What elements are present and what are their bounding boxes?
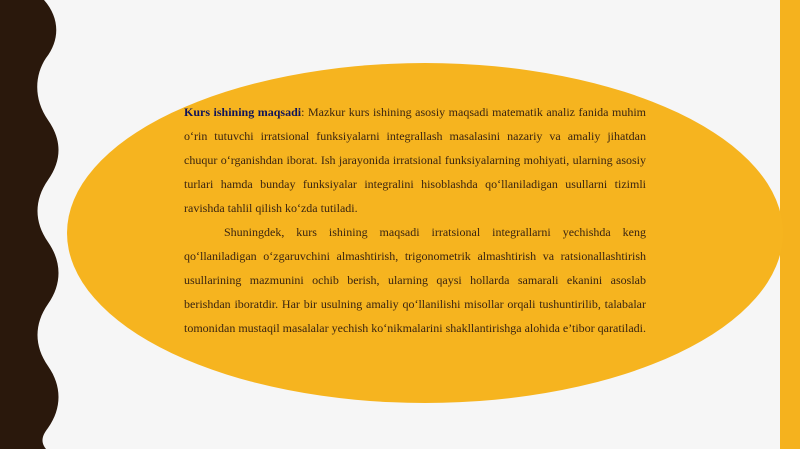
paragraph-1-text: : Mazkur kurs ishining asosiy maqsadi matematik analiz fanida muhim o‘rin tutuvchi irratsional funksiyalarni integrallash masalasini nazariy va amaliy jihatdan chuqur o‘rganishdan iborat. Ish jarayonida irratsional funksiyalarning mohiyati, ularning asosiy turlari hamda bunday funksiyalar integralini hisoblashda qo‘llaniladigan usullarni tizimli ravishda tahlil qilish ko‘zda tutiladi. xyxy=(184,105,647,215)
section-heading: Kurs ishining maqsadi xyxy=(184,105,302,119)
text-box xyxy=(184,100,646,340)
paragraph-2: Shuningdek, kurs ishining maqsadi irratsional integrallarni yechishda keng qo‘llaniladigan o‘zgaruvchini almashtirish, trigonometrik almashtirish va ratsionallashtirish usullarining mazmunini ochib berish, ularning qaysi hollarda samarali ekanini asoslab berishdan iboratdir. Har bir usulning amaliy qo‘llanilishi misollar orqali tushuntirilib, talabalar tomonidan mustaqil masalalar yechish ko‘nikmalarini shakllantirishga alohida e’tibor qaratiladi. xyxy=(184,225,646,335)
wavy-left-band-shape xyxy=(0,0,59,449)
paragraph-1 xyxy=(184,100,646,220)
